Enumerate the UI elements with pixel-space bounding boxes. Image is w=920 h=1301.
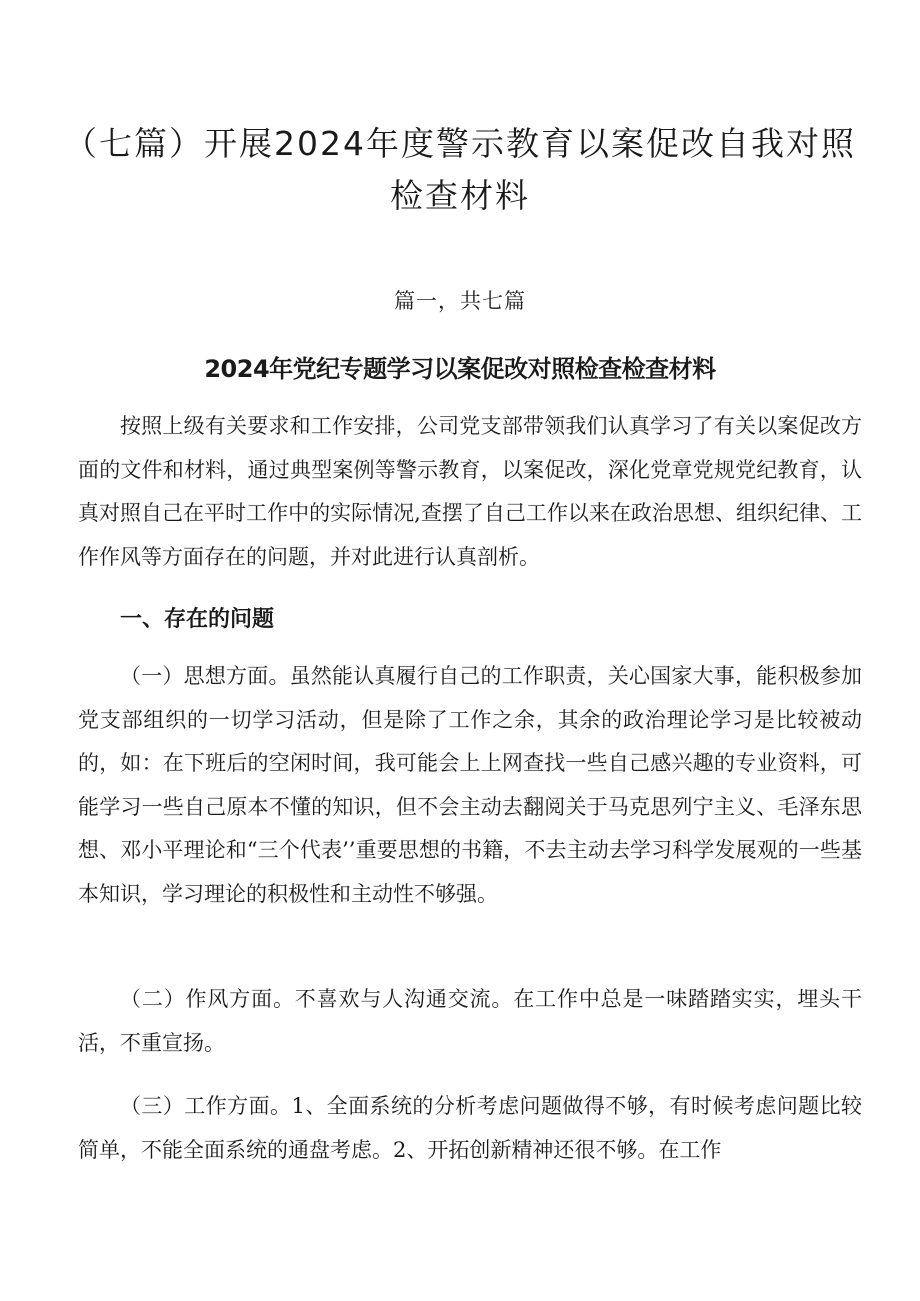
part-label: 篇一，共七篇 (394, 289, 526, 313)
paragraph-style: （二）作风方面。不喜欢与人沟通交流。在工作中总是一味踏踏实实，埋头干活，不重宣扬。 (78, 987, 862, 1055)
section-title: 2024年党纪专题学习以案促改对照检查检查材料 (204, 355, 716, 383)
intro-paragraph: 按照上级有关要求和工作安排，公司党支部带领我们认真学习了有关以案促改方面的文件和材料，通过典型案例等警示教育，以案促改，深化党章党规党纪教育，认真对照自己在平时工作中的实际情况,查摆了自己工作以来在政治思想、组织纪律、工作作风等方面存在的问题，并对此进行认真剖析。 (78, 414, 862, 569)
paragraph-work: （三）工作方面。1、全面系统的分析考虑问题做得不够，有时候考虑问题比较简单，不能全面系统的通盘考虑。2、开拓创新精神还很不够。在工作 (78, 1094, 862, 1162)
paragraph-thought: （一）思想方面。虽然能认真履行自己的工作职责，关心国家大事，能积极参加党支部组织的一切学习活动，但是除了工作之余，其余的政治理论学习是比较被动的，如：在下班后的空闲时间，我可能会上上网查找一些自己感兴趣的专业资料，可能学习一些自己原本不懂的知识，但不会主动去翻阅关于马克思列宁主义、毛泽东思想、邓小平理论和“三个代表’’重要思想的书籍，不去主动去学习科学发展观的一些基本知识，学习理论的积极性和主动性不够强。 (78, 664, 862, 906)
document-title: （七篇）开展2024年度警示教育以案促改自我对照检查材料 (64, 124, 856, 215)
section-heading-problems: 一、存在的问题 (120, 607, 275, 632)
